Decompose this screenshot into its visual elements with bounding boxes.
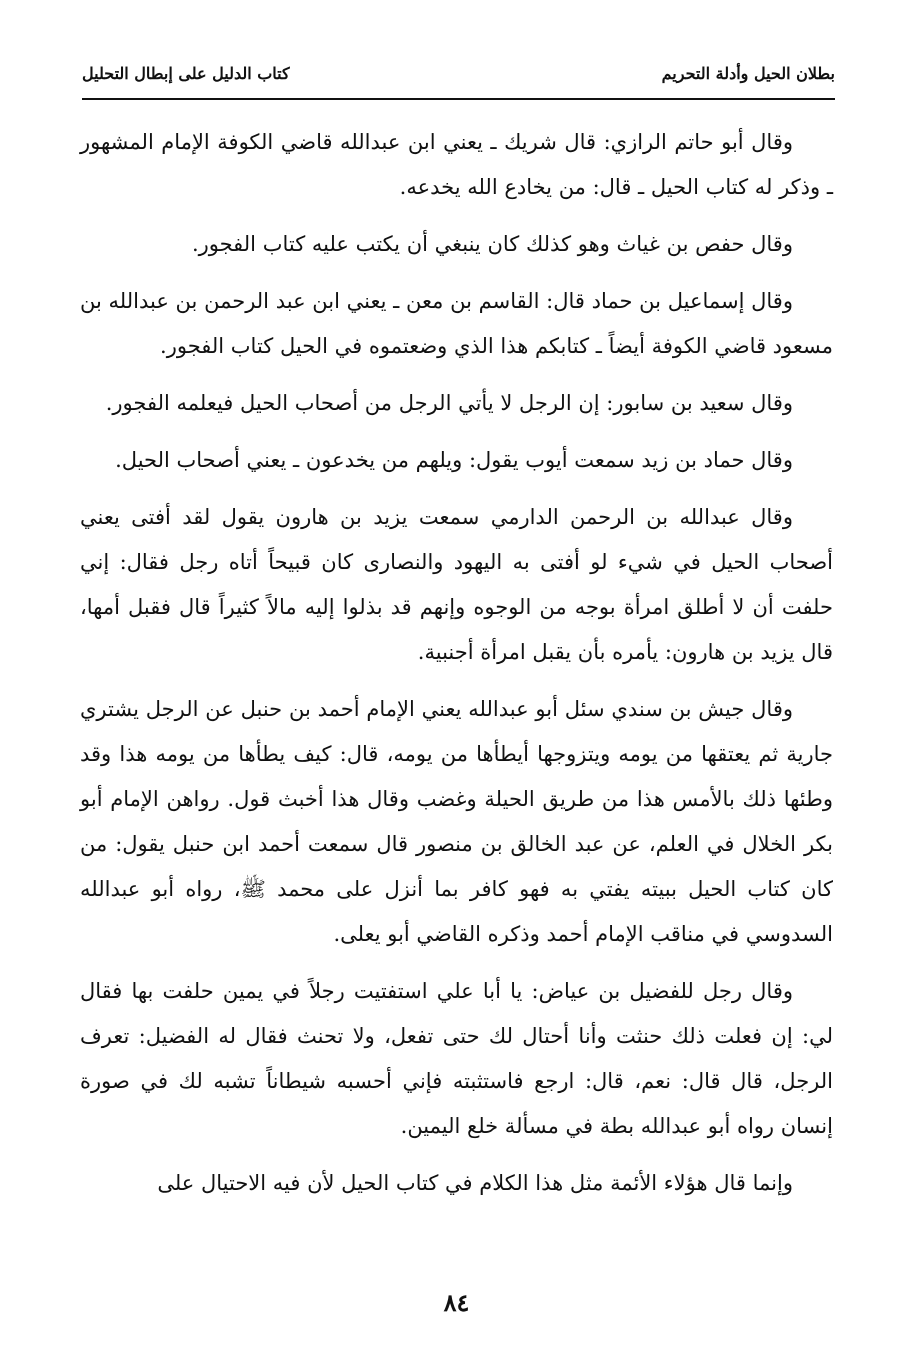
paragraph-2: وقال حفص بن غياث وهو كذلك كان ينبغي أن يكتب عليه كتاب الفجور.	[191, 232, 793, 256]
header-right-title: بطلان الحيل وأدلة التحريم	[661, 64, 835, 83]
paragraph-5: وقال حماد بن زيد سمعت أيوب يقول: ويلهم من يخدعون ـ يعني أصحاب الحيل.	[115, 448, 793, 472]
page-number: ٨٤	[443, 1288, 470, 1317]
paragraph-4: وقال سعيد بن سابور: إن الرجل لا يأتي الرجل من أصحاب الحيل فيعلمه الفجور.	[105, 391, 793, 415]
paragraph-6: وقال عبدالله بن الرحمن الدارمي سمعت يزيد بن هارون يقول لقد أفتى يعني أصحاب الحيل في شيء لو أفتى به اليهود والنصارى كان قبيحاً أتاه رجل فقال: إني حلفت أن لا أطلق امرأة بوجه من الوجوه وإنهم قد بذلوا إليه مالاً كثيراً قال فقبل أمها، قال يزيد بن هارون: يأمره بأن يقبل امرأة أجنبية.	[80, 505, 833, 664]
header-left-title: كتاب الدليل على إبطال التحليل	[82, 64, 290, 83]
running-header	[82, 58, 835, 100]
paragraph-9: وإنما قال هؤلاء الأئمة مثل هذا الكلام في كتاب الحيل لأن فيه الاحتيال على	[157, 1171, 793, 1195]
paragraph-1: وقال أبو حاتم الرازي: قال شريك ـ يعني ابن عبدالله قاضي الكوفة الإمام المشهور ـ وذكر له كتاب الحيل ـ قال: من يخادع الله يخدعه.	[80, 130, 833, 199]
page-body	[80, 120, 833, 1290]
paragraph-3: وقال إسماعيل بن حماد قال: القاسم بن معن ـ يعني ابن عبد الرحمن بن عبدالله بن مسعود قاضي الكوفة أيضاً ـ كتابكم هذا الذي وضعتموه في الحيل كتاب الفجور.	[80, 289, 833, 358]
paragraph-7: وقال جيش بن سندي سئل أبو عبدالله يعني الإمام أحمد بن حنبل عن الرجل يشتري جارية ثم يعتقها من يومه ويتزوجها أيطأها من يومه، قال: كيف يطأها من يومه هذا وقد وطئها ذلك بالأمس هذا من طريق الحيلة وغضب وقال هذا أخبث قول. رواهن الإمام أبو بكر الخلال في العلم، عن عبد الخالق بن منصور قال سمعت أحمد ابن حنبل يقول: من كان كتاب الحيل ببيته يفتي به فهو كافر بما أنزل على محمد ﷺ، رواه أبو عبدالله السدوسي في مناقب الإمام أحمد وذكره القاضي أبو يعلى.	[80, 697, 833, 946]
paragraph-8: وقال رجل للفضيل بن عياض: يا أبا علي استفتيت رجلاً في يمين حلفت بها فقال لي: إن فعلت ذلك حنثت وأنا أحتال لك حتى تفعل، ولا تحنث فقال له الفضيل: تعرف الرجل، قال قال: نعم، قال: ارجع فاستثبته فإني أحسبه شيطاناً تشبه لك في صورة إنسان رواه أبو عبدالله بطة في مسألة خلع اليمين.	[80, 979, 833, 1138]
